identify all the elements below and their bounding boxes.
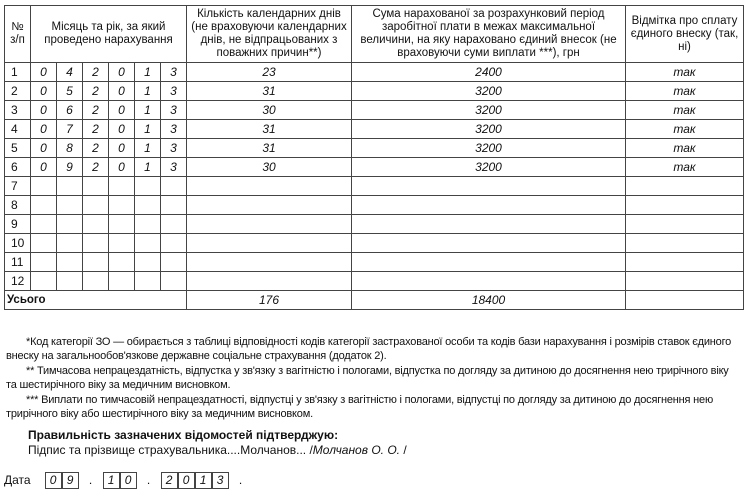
month-year-digit-cell[interactable]: 1 — [135, 101, 161, 120]
header-calendar-days: Кількість календарних днів (не враховуючи календарних днів, не відпрацьованих з поважних причин**) — [187, 6, 352, 63]
month-year-digit-cell[interactable]: 1 — [135, 158, 161, 177]
table-row — [5, 120, 744, 139]
calendar-days-cell[interactable] — [187, 215, 352, 234]
payment-mark-cell[interactable] — [626, 272, 744, 291]
month-year-digit-cell[interactable]: 2 — [83, 82, 109, 101]
date-separator: . — [146, 473, 151, 487]
row-number: 11 — [5, 253, 31, 272]
date-separator: . — [88, 473, 93, 487]
month-year-digit-cell[interactable] — [57, 196, 83, 215]
month-year-digit-cell[interactable]: 7 — [57, 120, 83, 139]
confirmation-block — [28, 428, 407, 458]
month-year-digit-cell[interactable]: 1 — [135, 120, 161, 139]
date-day-digit[interactable]: 9 — [62, 472, 79, 489]
total-label: Усього — [5, 291, 187, 310]
month-year-digit-cell[interactable] — [161, 177, 187, 196]
table-row — [5, 82, 744, 101]
month-year-digit-cell[interactable]: 0 — [109, 158, 135, 177]
table-row — [5, 158, 744, 177]
month-year-digit-cell[interactable]: 0 — [109, 82, 135, 101]
month-year-digit-cell[interactable]: 3 — [161, 158, 187, 177]
salary-sum-cell[interactable]: 2400 — [352, 63, 626, 82]
footnote-temporary-disability: ** Тимчасова непрацездатність, відпустка у зв'язку з вагітністю і пологами, відпустка по догляду за дитиною до досягнення нею трирічного віку та шестирічного віку за медичним висновком. — [6, 365, 729, 391]
row-number: 7 — [5, 177, 31, 196]
table-row — [5, 63, 744, 82]
month-year-digit-cell[interactable] — [57, 215, 83, 234]
table-row — [5, 177, 744, 196]
total-row — [5, 291, 744, 310]
calendar-days-cell[interactable]: 30 — [187, 158, 352, 177]
month-year-digit-cell[interactable] — [135, 272, 161, 291]
salary-sum-cell[interactable] — [352, 177, 626, 196]
month-year-digit-cell[interactable] — [57, 234, 83, 253]
month-year-digit-cell[interactable]: 0 — [109, 63, 135, 82]
month-year-digit-cell[interactable]: 1 — [135, 82, 161, 101]
month-year-digit-cell[interactable]: 0 — [31, 101, 57, 120]
date-month-digit[interactable]: 0 — [120, 472, 137, 489]
month-year-digit-cell[interactable]: 4 — [57, 63, 83, 82]
table-row — [5, 253, 744, 272]
month-year-digit-cell[interactable]: 0 — [31, 63, 57, 82]
calendar-days-cell[interactable] — [187, 253, 352, 272]
payment-mark-cell[interactable] — [626, 253, 744, 272]
table-row — [5, 139, 744, 158]
payment-mark-cell[interactable] — [626, 234, 744, 253]
row-number: 1 — [5, 63, 31, 82]
calendar-days-cell[interactable] — [187, 272, 352, 291]
salary-sum-cell[interactable] — [352, 272, 626, 291]
month-year-digit-cell[interactable]: 2 — [83, 139, 109, 158]
table-header-row — [5, 6, 744, 63]
row-number: 10 — [5, 234, 31, 253]
month-year-digit-cell[interactable] — [135, 177, 161, 196]
calendar-days-cell[interactable]: 31 — [187, 82, 352, 101]
calendar-days-cell[interactable] — [187, 196, 352, 215]
salary-sum-cell[interactable]: 3200 — [352, 82, 626, 101]
month-year-digit-cell[interactable]: 0 — [109, 120, 135, 139]
month-year-digit-cell[interactable]: 0 — [109, 139, 135, 158]
month-year-digit-cell[interactable] — [161, 234, 187, 253]
month-year-digit-cell[interactable] — [31, 272, 57, 291]
row-number: 6 — [5, 158, 31, 177]
footnote-category-code: *Код категорії ЗО — обирається з таблиці відповідності кодів категорії застрахованої особи та кодів бази нарахування і розмірів ставок єдиного внеску на загальнообов'язкове державне соціальне страхування (додаток 2). — [6, 336, 732, 362]
salary-sum-cell[interactable]: 3200 — [352, 158, 626, 177]
payment-mark-cell[interactable] — [626, 215, 744, 234]
accrual-table — [4, 5, 744, 310]
row-number: 8 — [5, 196, 31, 215]
salary-sum-cell[interactable]: 3200 — [352, 139, 626, 158]
total-sum-cell: 18400 — [352, 291, 626, 310]
month-year-digit-cell[interactable] — [135, 196, 161, 215]
month-year-digit-cell[interactable]: 8 — [57, 139, 83, 158]
month-year-digit-cell[interactable] — [161, 215, 187, 234]
table-row — [5, 234, 744, 253]
month-year-digit-cell[interactable] — [31, 196, 57, 215]
month-year-digit-cell[interactable]: 1 — [135, 139, 161, 158]
month-year-digit-cell[interactable] — [109, 234, 135, 253]
payment-mark-cell[interactable]: так — [626, 63, 744, 82]
header-salary-sum: Сума нарахованої за розрахунковий період заробітної плати в межах максимальної величини, на яку нараховано єдиний внесок (не враховуючи суми виплати ***), грн — [352, 6, 626, 63]
month-year-digit-cell[interactable] — [109, 215, 135, 234]
table-row — [5, 272, 744, 291]
month-year-digit-cell[interactable]: 3 — [161, 63, 187, 82]
calendar-days-cell[interactable]: 23 — [187, 63, 352, 82]
signature-mid: ... / — [296, 443, 313, 457]
month-year-digit-cell[interactable]: 9 — [57, 158, 83, 177]
month-year-digit-cell[interactable] — [161, 253, 187, 272]
month-year-digit-cell[interactable]: 3 — [161, 82, 187, 101]
date-separator: . — [238, 473, 243, 487]
month-year-digit-cell[interactable]: 6 — [57, 101, 83, 120]
month-year-digit-cell[interactable] — [109, 177, 135, 196]
total-mark-cell — [626, 291, 744, 310]
month-year-digit-cell[interactable] — [31, 177, 57, 196]
month-year-digit-cell[interactable]: 0 — [31, 82, 57, 101]
month-year-digit-cell[interactable]: 0 — [31, 120, 57, 139]
table-row — [5, 215, 744, 234]
month-year-digit-cell[interactable] — [83, 253, 109, 272]
month-year-digit-cell[interactable] — [31, 234, 57, 253]
month-year-digit-cell[interactable] — [135, 234, 161, 253]
signature-name: Молчанов — [240, 443, 297, 457]
month-year-digit-cell[interactable] — [57, 177, 83, 196]
date-day-digit[interactable]: 0 — [45, 472, 62, 489]
payment-mark-cell[interactable]: так — [626, 101, 744, 120]
month-year-digit-cell[interactable] — [83, 215, 109, 234]
date-month-digit[interactable]: 1 — [103, 472, 120, 489]
month-year-digit-cell[interactable] — [31, 253, 57, 272]
salary-sum-cell[interactable]: 3200 — [352, 120, 626, 139]
header-number: № з/п — [5, 6, 31, 63]
month-year-digit-cell[interactable]: 0 — [31, 158, 57, 177]
date-year-digit[interactable]: 0 — [178, 472, 195, 489]
month-year-digit-cell[interactable] — [83, 234, 109, 253]
salary-sum-cell[interactable] — [352, 234, 626, 253]
footnotes — [6, 336, 741, 423]
month-year-digit-cell[interactable]: 3 — [161, 139, 187, 158]
date-year-digit[interactable]: 2 — [161, 472, 178, 489]
month-year-digit-cell[interactable] — [161, 196, 187, 215]
payment-mark-cell[interactable]: так — [626, 139, 744, 158]
calendar-days-cell[interactable]: 31 — [187, 139, 352, 158]
month-year-digit-cell[interactable]: 0 — [31, 139, 57, 158]
payment-mark-cell[interactable]: так — [626, 120, 744, 139]
date-label: Дата — [4, 473, 31, 487]
payment-mark-cell[interactable]: так — [626, 158, 744, 177]
row-number: 9 — [5, 215, 31, 234]
calendar-days-cell[interactable]: 30 — [187, 101, 352, 120]
month-year-digit-cell[interactable] — [31, 215, 57, 234]
salary-sum-cell[interactable]: 3200 — [352, 101, 626, 120]
row-number: 2 — [5, 82, 31, 101]
salary-sum-cell[interactable] — [352, 215, 626, 234]
month-year-digit-cell[interactable] — [57, 253, 83, 272]
date-year-digit[interactable]: 1 — [195, 472, 212, 489]
month-year-digit-cell[interactable]: 5 — [57, 82, 83, 101]
row-number: 5 — [5, 139, 31, 158]
payment-mark-cell[interactable] — [626, 177, 744, 196]
calendar-days-cell[interactable]: 31 — [187, 120, 352, 139]
signature-prefix: Підпис та прізвище страхувальника.... — [28, 443, 241, 457]
month-year-digit-cell[interactable]: 3 — [161, 120, 187, 139]
header-payment-mark: Відмітка про сплату єдиного внеску (так, ні) — [626, 6, 744, 63]
row-number: 4 — [5, 120, 31, 139]
table-row — [5, 196, 744, 215]
month-year-digit-cell[interactable] — [109, 196, 135, 215]
table-row — [5, 101, 744, 120]
calendar-days-cell[interactable] — [187, 177, 352, 196]
month-year-digit-cell[interactable] — [135, 253, 161, 272]
month-year-digit-cell[interactable]: 1 — [135, 63, 161, 82]
month-year-digit-cell[interactable]: 2 — [83, 101, 109, 120]
signature-line — [28, 443, 407, 458]
month-year-digit-cell[interactable] — [57, 272, 83, 291]
month-year-digit-cell[interactable]: 2 — [83, 158, 109, 177]
row-number: 12 — [5, 272, 31, 291]
payment-mark-cell[interactable]: так — [626, 82, 744, 101]
footnote-disability-payments: *** Виплати по тимчасовій непрацездатності, відпустці у зв'язку з вагітністю і пологами, відпустці по догляду за дитиною до досягнення нею трирічного віку або шестирічного віку за медичним висновком. — [6, 394, 714, 420]
month-year-digit-cell[interactable]: 2 — [83, 63, 109, 82]
confirmation-title: Правильність зазначених відомостей підтверджую: — [28, 428, 339, 442]
month-year-digit-cell[interactable]: 0 — [109, 101, 135, 120]
month-year-digit-cell[interactable] — [83, 272, 109, 291]
row-number: 3 — [5, 101, 31, 120]
salary-sum-cell[interactable] — [352, 253, 626, 272]
signature-full-name: Молчанов О. О. — [312, 443, 401, 457]
header-month-year: Місяць та рік, за який проведено нарахування — [31, 6, 187, 63]
month-year-digit-cell[interactable] — [161, 272, 187, 291]
calendar-days-cell[interactable] — [187, 234, 352, 253]
salary-sum-cell[interactable] — [352, 196, 626, 215]
signature-suffix: / — [400, 443, 407, 457]
payment-mark-cell[interactable] — [626, 196, 744, 215]
month-year-digit-cell[interactable] — [83, 196, 109, 215]
total-days-cell: 176 — [187, 291, 352, 310]
date-year-digit[interactable]: 3 — [212, 472, 229, 489]
month-year-digit-cell[interactable] — [83, 177, 109, 196]
month-year-digit-cell[interactable] — [109, 253, 135, 272]
month-year-digit-cell[interactable] — [109, 272, 135, 291]
month-year-digit-cell[interactable]: 3 — [161, 101, 187, 120]
month-year-digit-cell[interactable] — [135, 215, 161, 234]
month-year-digit-cell[interactable]: 2 — [83, 120, 109, 139]
date-field — [4, 470, 253, 490]
